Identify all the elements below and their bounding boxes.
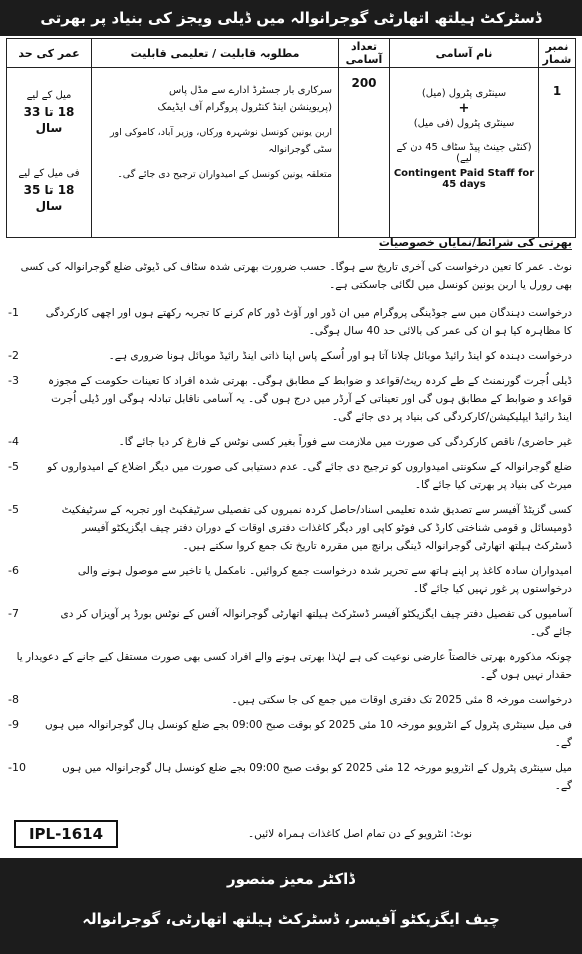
note-number: -5 [8,460,19,473]
officer-name: ڈاکٹر معیز منصور [227,870,355,888]
row-qualification [92,68,339,238]
row-serial: 1 [539,68,576,238]
header-title: ڈسٹرکٹ ہیلتھ اتھارٹی گوجرانوالہ میں ڈیلی ویجز کی بنیاد پر بھرتی [40,9,542,27]
note-number: -8 [8,693,19,706]
note-number: -5 [8,503,19,516]
list-item [6,372,576,426]
ipl-code-box [14,820,118,848]
note-intro: نوٹ۔ عمر کا تعین درخواست کی آخری تاریخ سے ہوگا۔ حسب ضرورت بھرتی شدہ سٹاف کی ڈیوٹی ضلع گوجرانوالہ کی کسی بھی رورل یا اربن یونین کونسل میں لگائی جاسکتی ہے۔ [20,261,572,291]
qualification-line: (پریوینشن اینڈ کنٹرول پروگرام آف ایڈیمک [157,102,332,113]
list-item [6,433,576,451]
age-female-range: 18 تا 35 سال [23,183,75,213]
note-extra: چونکہ مذکورہ بھرتی خالصتاً عارضی نوعیت کی ہے لہٰذا بھرتی ہونے والے افراد کسی بھی صورت مستقل کیے جانے کے دعویدار یا حقدار نہیں ہوں گے۔ [16,651,572,681]
list-item [6,716,576,752]
note-number: -1 [8,306,19,319]
list-item [6,605,576,641]
final-note: نوٹ: انٹرویو کے دن تمام اصل کاغذات ہمراہ لائیں۔ [247,828,472,840]
qualification-line: سرکاری بار جسٹرڈ ادارے سے مڈل پاس [168,85,332,96]
age-male-range: 18 تا 33 سال [23,105,75,135]
note-number: -6 [8,564,19,577]
jobs-table [6,38,576,238]
footer-banner [0,858,582,954]
list-item [6,347,576,365]
note-number: -9 [8,718,19,731]
header-qualification: مطلوبہ قابلیت / تعلیمی قابلیت [92,39,339,68]
age-male-label: میل کے لیے [26,90,72,101]
row-quantity: 200 [339,68,390,238]
note-text: کسی گزیٹڈ آفیسر سے تصدیق شدہ تعلیمی اسناد/حاصل کردہ نمبروں کی تفصیلی سرٹیفکیٹ اور تجربہ کے سرٹیفکیٹ ڈومیسائل و قومی شناختی کارڈ کی فوٹو کاپی اور دیگر کاغذات دفتری اوقات کے دوران دفتر چیف ایگزیکٹو آفیسر ڈسٹرکٹ ہیلتھ اتھارٹی گوجرانوالہ ڈینگی برانچ میں مقررہ تاریخ تک جمع کروا سکتے ہیں۔ [61,504,572,552]
list-item [6,458,576,494]
note-number: -10 [8,761,26,774]
age-female-label: فی میل کے لیے [18,168,80,179]
qualification-line: اربن یونین کونسل نوشہرہ ورکاں، وزیر آباد، کاموکی اور سٹی گوجرانوالہ [109,127,332,155]
note-text: میل سینٹری پٹرول کے انٹرویو مورخہ 12 مئی 2025 کو بوقت صبح 09:00 بجے ضلع کونسل ہال گوجرانوالہ میں ہوں گے۔ [62,762,572,792]
post-male: سینٹری پٹرول (میل) [421,88,507,99]
row-post [390,68,539,238]
header-quantity: تعداد آسامی [339,39,390,68]
ipl-code: IPL-1614 [28,825,104,843]
note-number: -7 [8,607,19,620]
post-female: سینٹری پٹرول (فی میل) [413,118,515,129]
list-item [6,501,576,555]
note-text: غیر حاضری/ ناقص کارکردگی کی صورت میں ملازمت سے فوراً بغیر کسی نوٹس کے فارغ کر دیا جائے گا۔ [118,436,572,448]
list-item [6,759,576,795]
header-age: عمر کی حد [7,39,92,68]
plus-sign: + [458,101,470,116]
header-serial: نمبر شمار [539,39,576,68]
conditions-heading: بھرتی کی شرائط/نمایاں خصوصیات [378,236,572,249]
contingent-english: Contingent Paid Staff for 45 days [393,168,535,190]
header-banner [0,0,582,36]
note-text: آسامیوں کی تفصیل دفتر چیف ایگزیکٹو آفیسر ڈسٹرکٹ ہیلتھ اتھارٹی گوجرانوالہ آفس کے نوٹس بورڈ پر آویزاں کر دی جائے گی۔ [60,608,572,638]
note-number: -3 [8,374,19,387]
note-text: درخواست مورخہ 8 مئی 2025 تک دفتری اوقات میں جمع کی جا سکتی ہیں۔ [231,694,572,706]
list-item [6,691,576,709]
table-row [7,68,576,238]
qualification-line: متعلقہ یونین کونسل کے امیدواران ترجیح دی جائے گی۔ [117,169,332,180]
note-text: ڈیلی اُجرت گورنمنٹ کے طے کردہ ریٹ/قواعد و ضوابط کے مطابق ہوگی۔ بھرتی شدہ افراد کا تعینات حکومت کے مجوزہ قواعد و ضوابط کے مطابق ہوں گی اور تعیناتی کے آرڈر میں درج ہوں گی۔ یہ آسامی ناقابل تبادلہ ہوگی اور ڈیلی اُجرت اینڈ رائیڈ ایپلیکیشن/کارکردگی کی بنیاد پر دی جائے گی۔ [48,375,572,423]
note-number: -2 [8,349,19,362]
note-text: درخواست دہندہ کو اینڈ رائیڈ موبائل چلانا آتا ہو اور اُسکے پاس اپنا ذاتی اینڈ رائیڈ موبائل ہونا ضروری ہے۔ [108,350,572,362]
row-age [7,68,92,238]
officer-title: چیف ایگزیکٹو آفیسر، ڈسٹرکٹ ہیلتھ اتھارٹی، گوجرانوالہ [82,910,500,928]
list-item [6,562,576,598]
note-text: درخواست دہندگان میں سے جوڈینگی پروگرام میں ان ڈور اور آؤٹ ڈور کام کرنے کا تجربہ رکھتے ہوں اور اچھی کارکردگی کا مظاہرہ کیا ہو ان کی عمر کی بالائی حد 40 سال ہوگی۔ [45,307,572,337]
table-header-row [7,39,576,68]
note-text: امیدواران سادہ کاغذ پر اپنے ہاتھ سے تحریر شدہ درخواست جمع کروائیں۔ نامکمل یا تاخیر سے موصول ہونے والی درخواستوں پر غور نہیں کیا جائے گا۔ [77,565,572,595]
header-post: نام آسامی [390,39,539,68]
list-item [6,304,576,340]
notes-section [6,258,576,802]
note-text: ضلع گوجرانوالہ کے سکونتی امیدواروں کو ترجیح دی جائے گی۔ عدم دستیابی کی صورت میں دیگر اضلاع کے امیدواروں کو میرٹ کی بنیاد پر بھرتی کیا جائے گا۔ [47,461,572,491]
note-number: -4 [8,435,19,448]
note-text: فی میل سینٹری پٹرول کے انٹرویو مورخہ 10 مئی 2025 کو بوقت صبح 09:00 بجے ضلع کونسل ہال گوجرانوالہ میں ہوں گے۔ [45,719,572,749]
contingent-urdu: (کنٹی جینٹ پیڈ سٹاف 45 دن کے لیے) [396,142,532,164]
